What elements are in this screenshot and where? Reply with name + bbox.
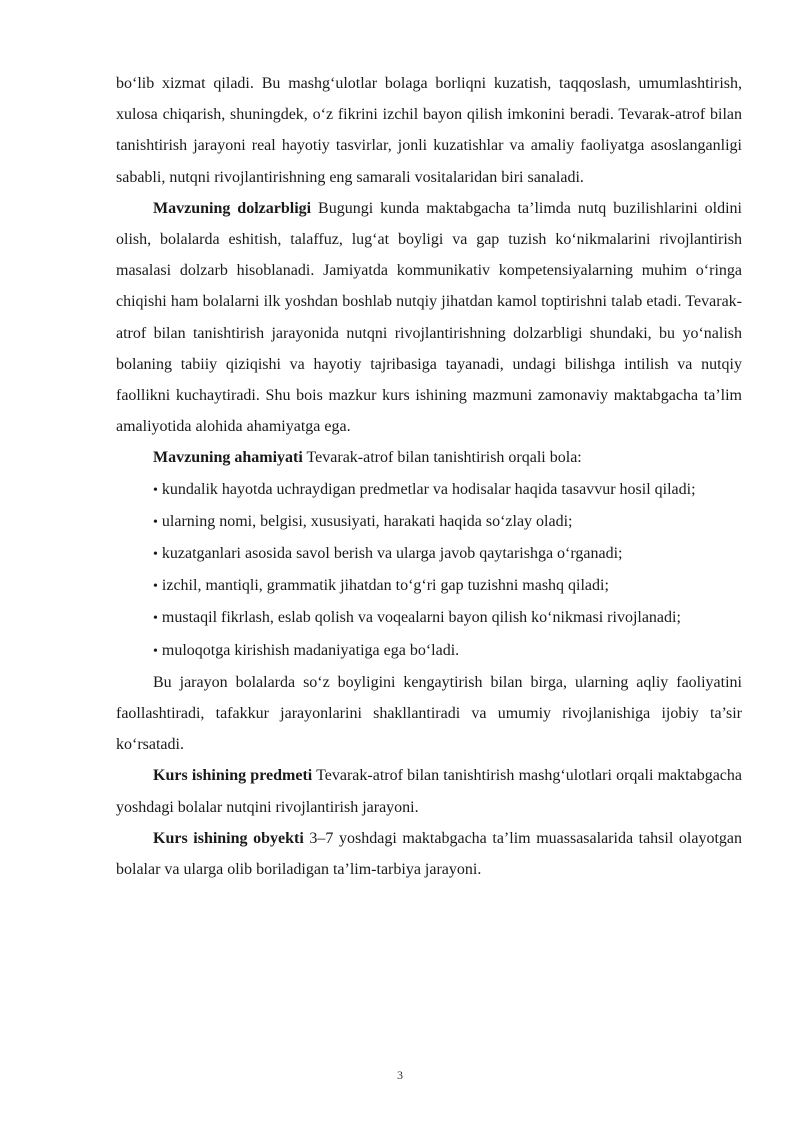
bullet-item [116,506,742,538]
object-label: Kurs ishining obyekti [153,829,304,847]
subject-label: Kurs ishining predmeti [153,767,313,785]
bullet-text: mustaqil fikrlash, eslab qolish va voqealarni bayon qilish ko‘nikmasi rivojlanadi; [161,609,681,627]
page-number: 3 [397,1068,403,1082]
relevance-paragraph [116,193,742,443]
bullet-dot-icon: • [153,514,158,530]
subject-paragraph [116,760,742,822]
bullet-item [116,602,742,634]
process-paragraph: Bu jarayon bolalarda so‘z boyligini kengaytirish bilan birga, ularning aqliy faoliyatini faollashtiradi, tafakkur jarayonlarini shakllantiradi va umumiy rivojlanishiga ijobiy ta’sir ko‘rsatadi. [116,673,742,754]
relevance-label: Mavzuning dolzarbligi [153,199,312,217]
intro-paragraph: bo‘lib xizmat qiladi. Bu mashg‘ulotlar bolaga borliqni kuzatish, taqqoslash, umumlashtirish, xulosa chiqarish, shuningdek, o‘z fikrini izchil bayon qilish imkonini beradi. Tevarak-atrof bilan tanishtirish jarayoni real hayotiy tasvirlar, jonli kuzatishlar va amaliy faoliyatga asoslanganligi sababli, nutqni rivojlantirishning eng samarali vositalaridan biri sanaladi. [116,75,742,186]
bullet-dot-icon: • [153,482,158,498]
object-text: 3–7 yoshdagi maktabgacha ta’lim muassasalarida tahsil olayotgan bolalar va ularga olib boriladigan ta’lim-tarbiya jarayoni. [116,829,742,879]
object-paragraph [116,823,742,885]
bullet-dot-icon: • [153,611,158,627]
bullet-item [116,474,742,506]
subject-text: Tevarak-atrof bilan tanishtirish mashg‘ulotlari orqali maktabgacha yoshdagi bolalar nutqini rivojlantirish jarayoni. [116,767,742,816]
bullet-dot-icon: • [153,643,158,659]
bullet-text: izchil, mantiqli, grammatik jihatdan to‘g‘ri gap tuzishni mashq qiladi; [161,577,609,595]
bullet-item [116,538,742,570]
importance-paragraph [116,442,742,473]
bullet-text: ularning nomi, belgisi, xususiyati, harakati haqida so‘zlay oladi; [161,512,573,530]
importance-text: Tevarak-atrof bilan tanishtirish orqali bola: [302,449,582,467]
document-page-body [116,68,742,885]
bullet-dot-icon: • [153,579,158,595]
importance-label: Mavzuning ahamiyati [153,449,303,467]
bullet-text: muloqotga kirishish madaniyatiga ega bo‘ladi. [161,641,460,659]
bullet-item [116,570,742,602]
relevance-text: Bugungi kunda maktabgacha ta’limda nutq buzilishlarini oldini olish, bolalarda eshitish, talaffuz, lug‘at boyligi va gap tuzish ko‘nikmalarini rivojlantirish masalasi dolzarb hisoblanadi. Jamiyatda kommunikativ kompetensiyalarning muhim o‘ringa chiqishi ham bolalarni ilk yoshdan boshlab nutqiy jihatdan kamol toptirishni talab etadi. Tevarak-atrof bilan tanishtirish jarayonida nutqni rivojlantirishning dolzarbligi shundaki, bu yo‘nalish bolaning tabiiy qiziqishi va hayotiy tajribasiga tayanadi, undagi bilishga intilish va nutqiy faollikni kuchaytiradi. Shu bois mazkur kurs ishining mazmuni zamonaviy maktabgacha ta’lim amaliyotida alohida ahamiyatga ega. [116,199,743,436]
bullet-text: kuzatganlari asosida savol berish va ularga javob qaytarishga o‘rganadi; [161,545,623,563]
bullet-dot-icon: • [153,547,158,563]
bullet-text: kundalik hayotda uchraydigan predmetlar va hodisalar haqida tasavvur hosil qiladi; [161,480,696,498]
bullet-item [116,635,742,667]
